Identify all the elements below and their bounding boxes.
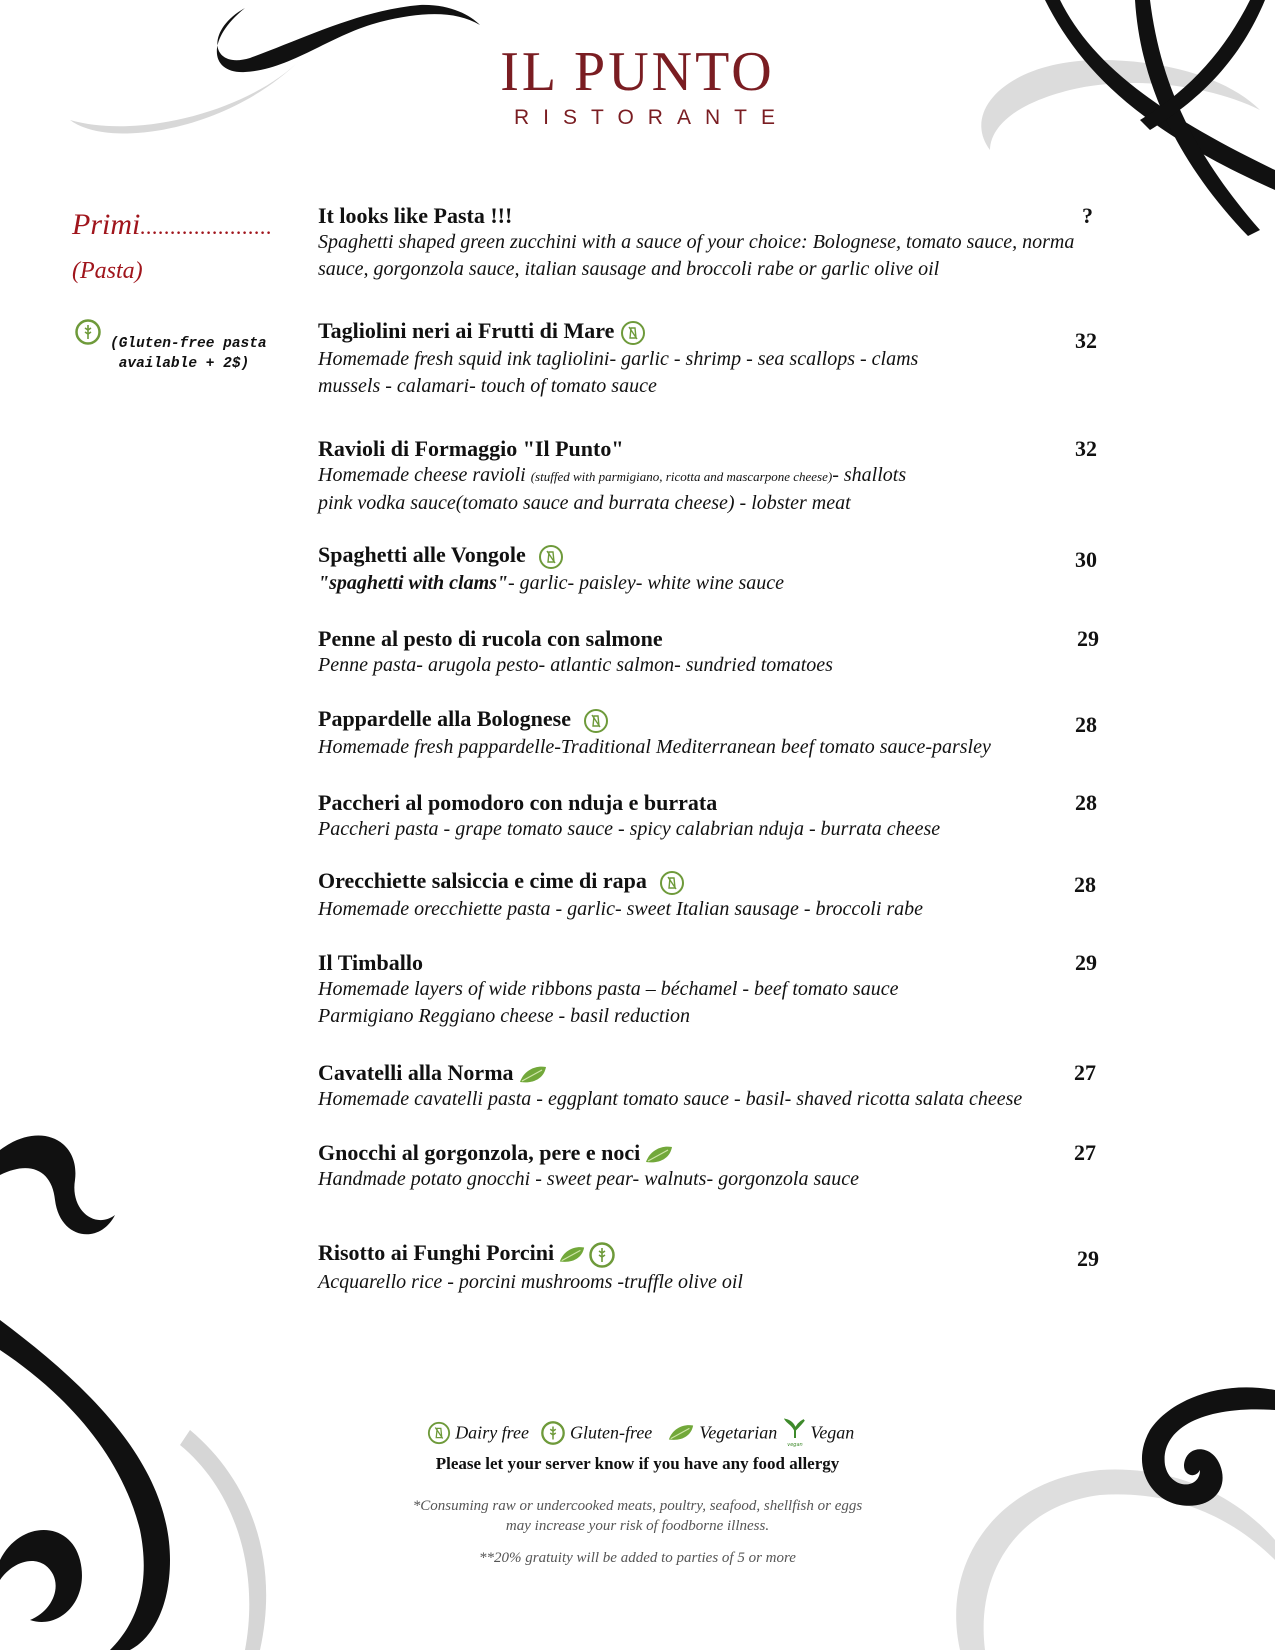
menu-item <box>318 318 1138 400</box>
item-name: Paccheri al pomodoro con nduja e burrata <box>318 790 718 815</box>
item-name-text: Gnocchi al gorgonzola, pere e noci <box>318 1140 641 1165</box>
item-name <box>318 706 1138 734</box>
dairy-free-icon <box>538 544 564 570</box>
gluten-free-note: (Gluten-free pasta available + 2$) <box>110 336 267 372</box>
legend-dairy-free: Dairy free <box>455 1422 529 1443</box>
food-safety-disclaimer <box>0 1496 1275 1536</box>
menu-item <box>318 950 1138 1030</box>
item-name <box>318 1240 1138 1269</box>
menu-item <box>318 626 1138 679</box>
item-name-text: Tagliolini neri ai Frutti di Mare <box>318 318 615 343</box>
item-name: It looks like Pasta !!! <box>318 203 513 228</box>
allergy-notice: Please let your server know if you have any food allergy <box>435 1454 840 1473</box>
item-description: Spaghetti shaped green zucchini with a sauce of your choice: Bolognese, tomato sauce, norma sauce, gorgonzola sauce, italian sausage and broccoli rabe or garlic olive oil <box>318 231 1075 280</box>
restaurant-logo-subtitle: RISTORANTE <box>514 106 789 129</box>
legend-gluten-free: Gluten-free <box>570 1422 653 1443</box>
item-price: 28 <box>1074 872 1096 897</box>
item-description-line: Parmigiano Reggiano cheese - basil reduction <box>318 1005 690 1027</box>
gratuity-notice: **20% gratuity will be added to parties of 5 or more <box>479 1550 796 1566</box>
item-description-line: Homemade fresh squid ink tagliolini- garlic - shrimp - sea scallops - clams <box>318 347 919 370</box>
dairy-free-icon <box>583 708 609 734</box>
menu-item <box>318 790 1138 843</box>
menu-item <box>318 1140 1138 1193</box>
disclaimer-line: may increase your risk of foodborne illness. <box>505 1518 770 1534</box>
section-subtitle: (Pasta) <box>72 258 143 284</box>
item-price: 29 <box>1077 626 1099 651</box>
vegetarian-leaf-icon <box>558 1244 586 1266</box>
menu-item <box>318 706 1138 761</box>
gluten-free-icon <box>540 1420 566 1446</box>
item-description: Homemade fresh pappardelle-Traditional Mediterranean beef tomato sauce-parsley <box>318 735 991 758</box>
item-description: Penne pasta- arugola pesto- atlantic salmon- sundried tomatoes <box>318 654 833 676</box>
item-name: Il Timballo <box>318 950 423 975</box>
menu-item <box>318 868 1138 923</box>
section-dots: ...................... <box>140 214 273 239</box>
disclaimer-line: *Consuming raw or undercooked meats, poultry, seafood, shellfish or eggs <box>412 1498 863 1514</box>
item-desc-bold: "spaghetti with clams" <box>318 571 509 594</box>
vegetarian-leaf-icon <box>518 1064 548 1086</box>
vegan-sprout-icon <box>784 1418 806 1448</box>
item-price: 28 <box>1075 790 1097 815</box>
item-description: Homemade cavatelli pasta - eggplant tomato sauce - basil- shaved ricotta salata cheese <box>318 1088 1023 1110</box>
item-name: Ravioli di Formaggio "Il Punto" <box>318 436 624 461</box>
vegan-tiny-label: vegan <box>787 1442 803 1448</box>
menu-item <box>318 542 1138 597</box>
item-name <box>318 542 1138 570</box>
item-description: Homemade orecchiette pasta - garlic- sweet Italian sausage - broccoli rabe <box>318 897 924 920</box>
item-name-text: Risotto ai Funghi Porcini <box>318 1240 555 1265</box>
item-description-line: pink vodka sauce(tomato sauce and burrata cheese) - lobster meat <box>318 492 851 514</box>
item-description-line <box>318 462 1138 490</box>
item-price: ? <box>1082 203 1093 228</box>
menu-item <box>318 436 1138 517</box>
item-desc-part: Homemade cheese ravioli <box>318 464 531 486</box>
item-name <box>318 868 1138 896</box>
item-price: 32 <box>1075 436 1097 461</box>
item-description: Paccheri pasta - grape tomato sauce - spicy calabrian nduja - burrata cheese <box>318 818 941 840</box>
item-price: 30 <box>1075 547 1097 572</box>
dairy-free-icon <box>659 870 685 896</box>
item-desc-small: (stuffed with parmigiano, ricotta and mascarpone cheese) <box>530 469 833 484</box>
dairy-free-icon <box>620 320 646 346</box>
item-price: 27 <box>1074 1140 1096 1165</box>
menu-item <box>318 1060 1188 1113</box>
item-name: Penne al pesto di rucola con salmone <box>318 626 663 651</box>
section-title <box>72 208 272 242</box>
item-description: Acquarello rice - porcini mushrooms -truffle olive oil <box>318 1270 743 1293</box>
section-title-text: Primi <box>72 208 141 241</box>
legend-vegan: Vegan <box>810 1422 855 1443</box>
menu-item <box>318 1240 1138 1296</box>
item-name-text: Cavatelli alla Norma <box>318 1060 514 1085</box>
gluten-free-icon <box>74 318 102 350</box>
dietary-legend <box>0 1418 1275 1448</box>
item-price: 32 <box>1075 328 1097 353</box>
item-name <box>318 1140 1138 1166</box>
item-price: 29 <box>1077 1246 1099 1271</box>
item-name <box>318 1060 1188 1086</box>
vegetarian-leaf-icon <box>644 1144 674 1166</box>
item-name <box>318 318 1138 346</box>
item-description: Handmade potato gnocchi - sweet pear- walnuts- gorgonzola sauce <box>318 1168 860 1190</box>
dairy-free-icon <box>427 1421 451 1445</box>
item-desc-part: - shallots <box>832 464 907 486</box>
item-name-text: Spaghetti alle Vongole <box>318 542 526 567</box>
item-price: 29 <box>1075 950 1097 975</box>
menu-item <box>318 203 1138 283</box>
gluten-free-icon <box>588 1241 616 1269</box>
item-description-line: mussels - calamari- touch of tomato sauce <box>318 374 657 397</box>
item-name-text: Orecchiette salsiccia e cime di rapa <box>318 868 647 893</box>
item-name-text: Pappardelle alla Bolognese <box>318 706 571 731</box>
item-description <box>318 570 1138 597</box>
legend-vegetarian: Vegetarian <box>699 1422 778 1443</box>
restaurant-logo: IL PUNTO <box>500 41 775 103</box>
item-desc-part: - garlic- paisley- white wine sauce <box>508 571 785 594</box>
item-price: 27 <box>1074 1060 1096 1085</box>
vegetarian-leaf-icon <box>667 1422 695 1444</box>
item-description-line: Homemade layers of wide ribbons pasta – béchamel - beef tomato sauce <box>318 978 899 1000</box>
item-price: 28 <box>1075 712 1097 737</box>
